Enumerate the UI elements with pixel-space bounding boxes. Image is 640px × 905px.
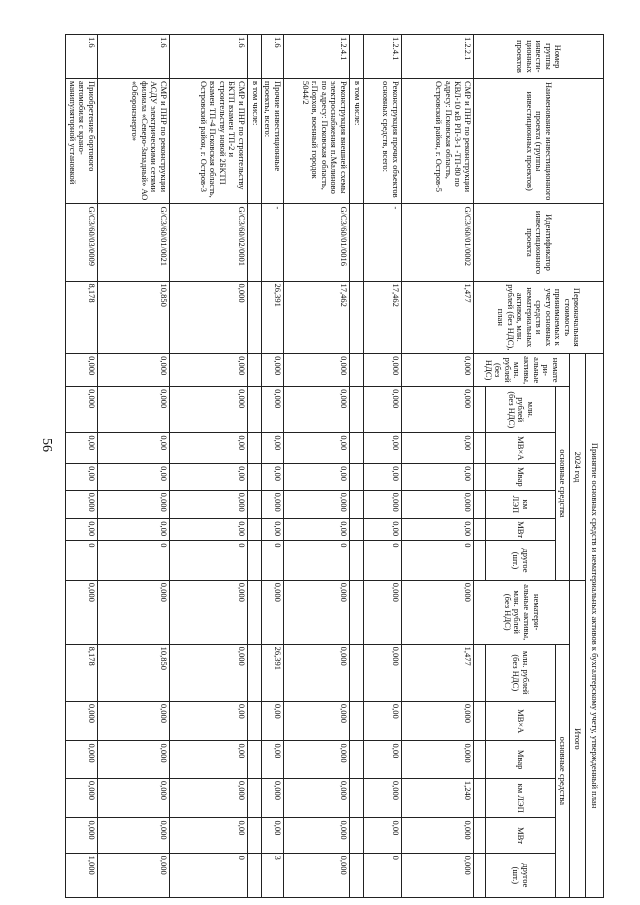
cell-y-mvar: 0,00 [364,464,402,490]
cell-y-oth: 0 [402,541,474,581]
cell-t-rub: 0,000 [364,644,402,701]
cell-y-int: 0,000 [364,354,402,387]
cell-y-oth: 0 [169,541,247,581]
cell-y-km [247,490,261,519]
header-year-rub: млн. рублей (без НДС) [486,387,556,433]
header-spacer [474,644,486,701]
cell-name: в том числе: [247,79,261,204]
cell-y-mvar: 0,00 [97,464,169,490]
cell-cost: 17,462 [364,281,402,354]
cell-name: Прочие инвестиционные проекты, всего: [261,79,283,204]
cell-t-oth: 0 [169,853,247,897]
cell-t-rub: 1,477 [402,644,474,701]
cell-t-rub: 8,178 [66,644,98,701]
cell-y-int: 0,000 [169,354,247,387]
cell-t-km: 1,240 [402,778,474,818]
cell-y-oth: 0 [261,541,283,581]
cell-y-mva: 0,00 [364,433,402,464]
cell-y-mw: 0,00 [261,519,283,541]
cell-y-int: 0,000 [97,354,169,387]
cell-y-rub: 0,000 [402,387,474,433]
header-spacer [474,853,486,897]
cell-t-int [247,580,261,644]
table-row [247,35,261,898]
cell-y-oth: 0 [284,541,350,581]
cell-t-km: 0,000 [169,778,247,818]
header-total-mw: МВт [486,818,556,853]
cell-cost: 10,850 [97,281,169,354]
header-total: Итого [570,580,586,897]
cell-y-rub: 0,000 [97,387,169,433]
header-total-mva: МВ×А [486,701,556,741]
cell-t-int: 0,000 [261,580,283,644]
cell-t-mva: 0,00 [364,701,402,741]
header-spacer [474,387,486,433]
cell-y-km: 0,000 [364,490,402,519]
cell-t-mvar: 0,000 [402,741,474,778]
header-spacer [474,701,486,741]
cell-num [350,35,364,79]
cell-y-km: 0,000 [402,490,474,519]
cell-y-mva: 0,00 [97,433,169,464]
cell-t-rub: 0,000 [169,644,247,701]
cell-y-int [350,354,364,387]
cell-y-mw: 0,00 [284,519,350,541]
cell-cost: 0,000 [169,281,247,354]
cell-t-mva: 0,000 [97,701,169,741]
cell-id: G/C3/60/02/0001 [169,204,247,281]
header-total-km: км ЛЭП [486,778,556,818]
cell-name: СМР и ПНР по реконструкции АСДУ электрическими сетями филиала «Северо-Западный» АО «Оборонэнерго» [97,79,169,204]
cell-name: Приобретение бортового автомобиля с крано-манипуляторной установкой [66,79,98,204]
cell-y-rub [350,387,364,433]
cell-t-mvar: 0,00 [261,741,283,778]
cell-t-rub: 26,391 [261,644,283,701]
cell-t-rub [350,644,364,701]
cell-t-int: 0,000 [66,580,98,644]
cell-t-mva: 0,00 [261,701,283,741]
cell-t-km: 0,000 [261,778,283,818]
header-spacer [474,490,486,519]
cell-t-mva [350,701,364,741]
cell-y-oth: 0 [364,541,402,581]
header-total-rub: млн. рублей (без НДС) [486,644,556,701]
cell-y-mvar [350,464,364,490]
cell-t-mva: 0,000 [284,701,350,741]
cell-y-int: 0,000 [261,354,283,387]
cell-cost: 8,178 [66,281,98,354]
table-row [66,35,98,898]
cell-y-mva: 0,00 [402,433,474,464]
cell-y-km [350,490,364,519]
cell-y-int [247,354,261,387]
cell-t-mva [247,701,261,741]
cell-t-mva: 0,000 [66,701,98,741]
header-year-mva: МВ×А [486,433,556,464]
cell-t-int: 0,000 [97,580,169,644]
cell-num [247,35,261,79]
table-row [364,35,402,898]
cell-t-int: 0,000 [402,580,474,644]
header-spacer [474,741,486,778]
cell-y-oth [350,541,364,581]
cell-name: СМР и ПНР по реконструкции КВЛ-10 кВ РП-3-1 -ТП-80 по адресу: Псковская область, Островский район, г. Остров-5 [402,79,474,204]
cell-y-mw: 0,00 [364,519,402,541]
cell-t-mw: 0,000 [284,818,350,853]
cell-y-oth: 0 [66,541,98,581]
cell-y-rub: 0,000 [261,387,283,433]
cell-id [350,204,364,281]
cell-t-oth [247,853,261,897]
cell-t-rub [247,644,261,701]
table-row [97,35,169,898]
cell-id [247,204,261,281]
cell-t-mva: 0,00 [169,701,247,741]
cell-t-oth: 0 [364,853,402,897]
header-year-mw: МВт [486,519,556,541]
cell-name: в том числе: [350,79,364,204]
header-group-title: Принятие основных средств и нематериальных активов к бухгалтерскому учету, утвержденный план [586,354,604,898]
cell-y-mw: 0,00 [66,519,98,541]
cell-y-mvar: 0,00 [261,464,283,490]
cell-y-mvar: 0,00 [66,464,98,490]
cell-t-oth: 1,000 [66,853,98,897]
cell-t-mw: 0,00 [364,818,402,853]
cell-t-oth: 3 [261,853,283,897]
cell-y-km: 0,000 [66,490,98,519]
cell-y-mvar: 0,00 [169,464,247,490]
header-total-intangible: нематери-альные активы, млн. рублей (без НДС) [474,580,570,644]
page-number: 56 [39,438,54,452]
cell-t-mva: 0,000 [402,701,474,741]
cell-id: - [261,204,283,281]
cell-y-oth: 0 [97,541,169,581]
cell-t-mvar: 0,000 [284,741,350,778]
cell-y-int: 0,000 [402,354,474,387]
cell-y-mw: 0,00 [169,519,247,541]
cell-name: Реконструкция внешней схемы электроснабжения п.Малиново по адресу: Псковская область, г.Порхов, военный городок 5044/2 [284,79,350,204]
cell-t-mvar: 0,000 [97,741,169,778]
cell-y-rub: 0,000 [169,387,247,433]
header-year-intangible: нематери-альные активы, млн. рублей (без НДС) [474,354,570,387]
cell-t-oth [350,853,364,897]
cell-num: 1.6 [97,35,169,79]
header-spacer [474,519,486,541]
cell-y-mva: 0,00 [169,433,247,464]
cell-t-oth: 0,000 [97,853,169,897]
cell-t-int: 0,000 [284,580,350,644]
cell-y-km: 0,000 [284,490,350,519]
cell-t-mvar: 0,000 [66,741,98,778]
rotated-content [67,34,604,898]
cell-t-mw: 0,000 [66,818,98,853]
cell-y-mvar [247,464,261,490]
cell-y-mw [247,519,261,541]
cell-cost: 17,462 [284,281,350,354]
table-row [169,35,247,898]
cell-t-mw [350,818,364,853]
cell-y-rub: 0,000 [284,387,350,433]
header-total-mvar: Мвар [486,741,556,778]
cell-t-mvar: 0,00 [364,741,402,778]
cell-y-mw: 0,00 [97,519,169,541]
header-year-km: км ЛЭП [486,490,556,519]
cell-t-mw: 0,000 [402,818,474,853]
cell-id: G/C3/60/01/0002 [402,204,474,281]
header-year-mvar: Мвар [486,464,556,490]
cell-t-int [350,580,364,644]
cell-t-km: 0,000 [364,778,402,818]
cell-y-mva: 0,00 [284,433,350,464]
cell-y-int: 0,000 [66,354,98,387]
cell-num: 1.2.4.1 [284,35,350,79]
cell-t-mw: 0,00 [261,818,283,853]
cell-num: 1.2.4.1 [364,35,402,79]
cell-y-mw: 0,00 [402,519,474,541]
table-row [402,35,474,898]
cell-num: 1.2.2.1 [402,35,474,79]
cell-t-mw [247,818,261,853]
table-body [66,35,474,898]
cell-cost [350,281,364,354]
cell-cost: 1,477 [402,281,474,354]
cell-id: G/C3/60/03/0009 [66,204,98,281]
cell-t-int: 0,000 [364,580,402,644]
header-total-fixed-assets: основные средства [556,644,570,897]
cell-y-mva: 0,00 [66,433,98,464]
header-col-id: Идентификатор инвестиционного проекта [474,204,604,281]
cell-t-km: 0,000 [97,778,169,818]
header-spacer [474,818,486,853]
cell-t-km: 0,000 [284,778,350,818]
cell-t-km: 0,000 [66,778,98,818]
cell-t-oth: 0,000 [284,853,350,897]
cell-t-int: 0,000 [169,580,247,644]
table-header [474,35,604,898]
header-spacer [474,433,486,464]
header-year-fixed-assets: основные средства [556,387,570,581]
cell-y-rub: 0,000 [364,387,402,433]
cell-t-mvar [350,741,364,778]
cell-id: G/C3/60/01/0016 [284,204,350,281]
cell-y-km: 0,000 [261,490,283,519]
cell-y-mva [350,433,364,464]
cell-name: Реконструкция прочих объектов основных средств, всего: [364,79,402,204]
header-spacer [474,541,486,581]
cell-y-mw [350,519,364,541]
header-spacer [474,464,486,490]
cell-y-mva [247,433,261,464]
cell-t-mvar [247,741,261,778]
header-spacer [474,778,486,818]
cell-id: G/C3/60/01/0021 [97,204,169,281]
cell-y-km: 0,000 [97,490,169,519]
table-row [284,35,350,898]
cell-y-mvar: 0,00 [402,464,474,490]
cell-num: 1.6 [261,35,283,79]
header-year-2024: 2024 год [570,354,586,581]
cell-y-rub: 0,000 [66,387,98,433]
cell-t-oth: 0,000 [402,853,474,897]
header-total-other: другое (шт.) [486,853,556,897]
cell-num: 1.6 [169,35,247,79]
table-row [261,35,283,898]
cell-t-rub: 10,850 [97,644,169,701]
cell-cost [247,281,261,354]
cell-id: - [364,204,402,281]
cell-name: СМР и ПНР по строительству БКТП взамен ТП-2 и строительству новой 2БКТП взамен ТП-4 Псковская область, Островский район, г. Остров-3 [169,79,247,204]
cell-y-int: 0,000 [284,354,350,387]
cell-num: 1.6 [66,35,98,79]
cell-t-km [247,778,261,818]
cell-y-mva: 0,00 [261,433,283,464]
cell-t-mvar: 0,00 [169,741,247,778]
table-row [350,35,364,898]
cell-t-rub: 0,000 [284,644,350,701]
cell-t-km [350,778,364,818]
cell-t-mw: 0,000 [97,818,169,853]
cell-y-mvar: 0,00 [284,464,350,490]
header-col-name: Наименование инвестиционного проекта (группы инвестиционных проектов) [474,79,604,204]
investment-table [65,34,604,898]
cell-cost: 26,391 [261,281,283,354]
cell-t-mw: 0,00 [169,818,247,853]
header-year-other: другое (шт.) [486,541,556,581]
header-col-initial-cost: Первоначальная стоимость принимаемых к учету основных средств и нематериальных активов, млн. рублей (без НДС), план [474,281,604,354]
rotated-sheet [67,34,604,898]
cell-y-km: 0,000 [169,490,247,519]
header-col-num: Номер группы инвести-ционных проектов [474,35,604,79]
cell-y-rub [247,387,261,433]
cell-y-oth [247,541,261,581]
